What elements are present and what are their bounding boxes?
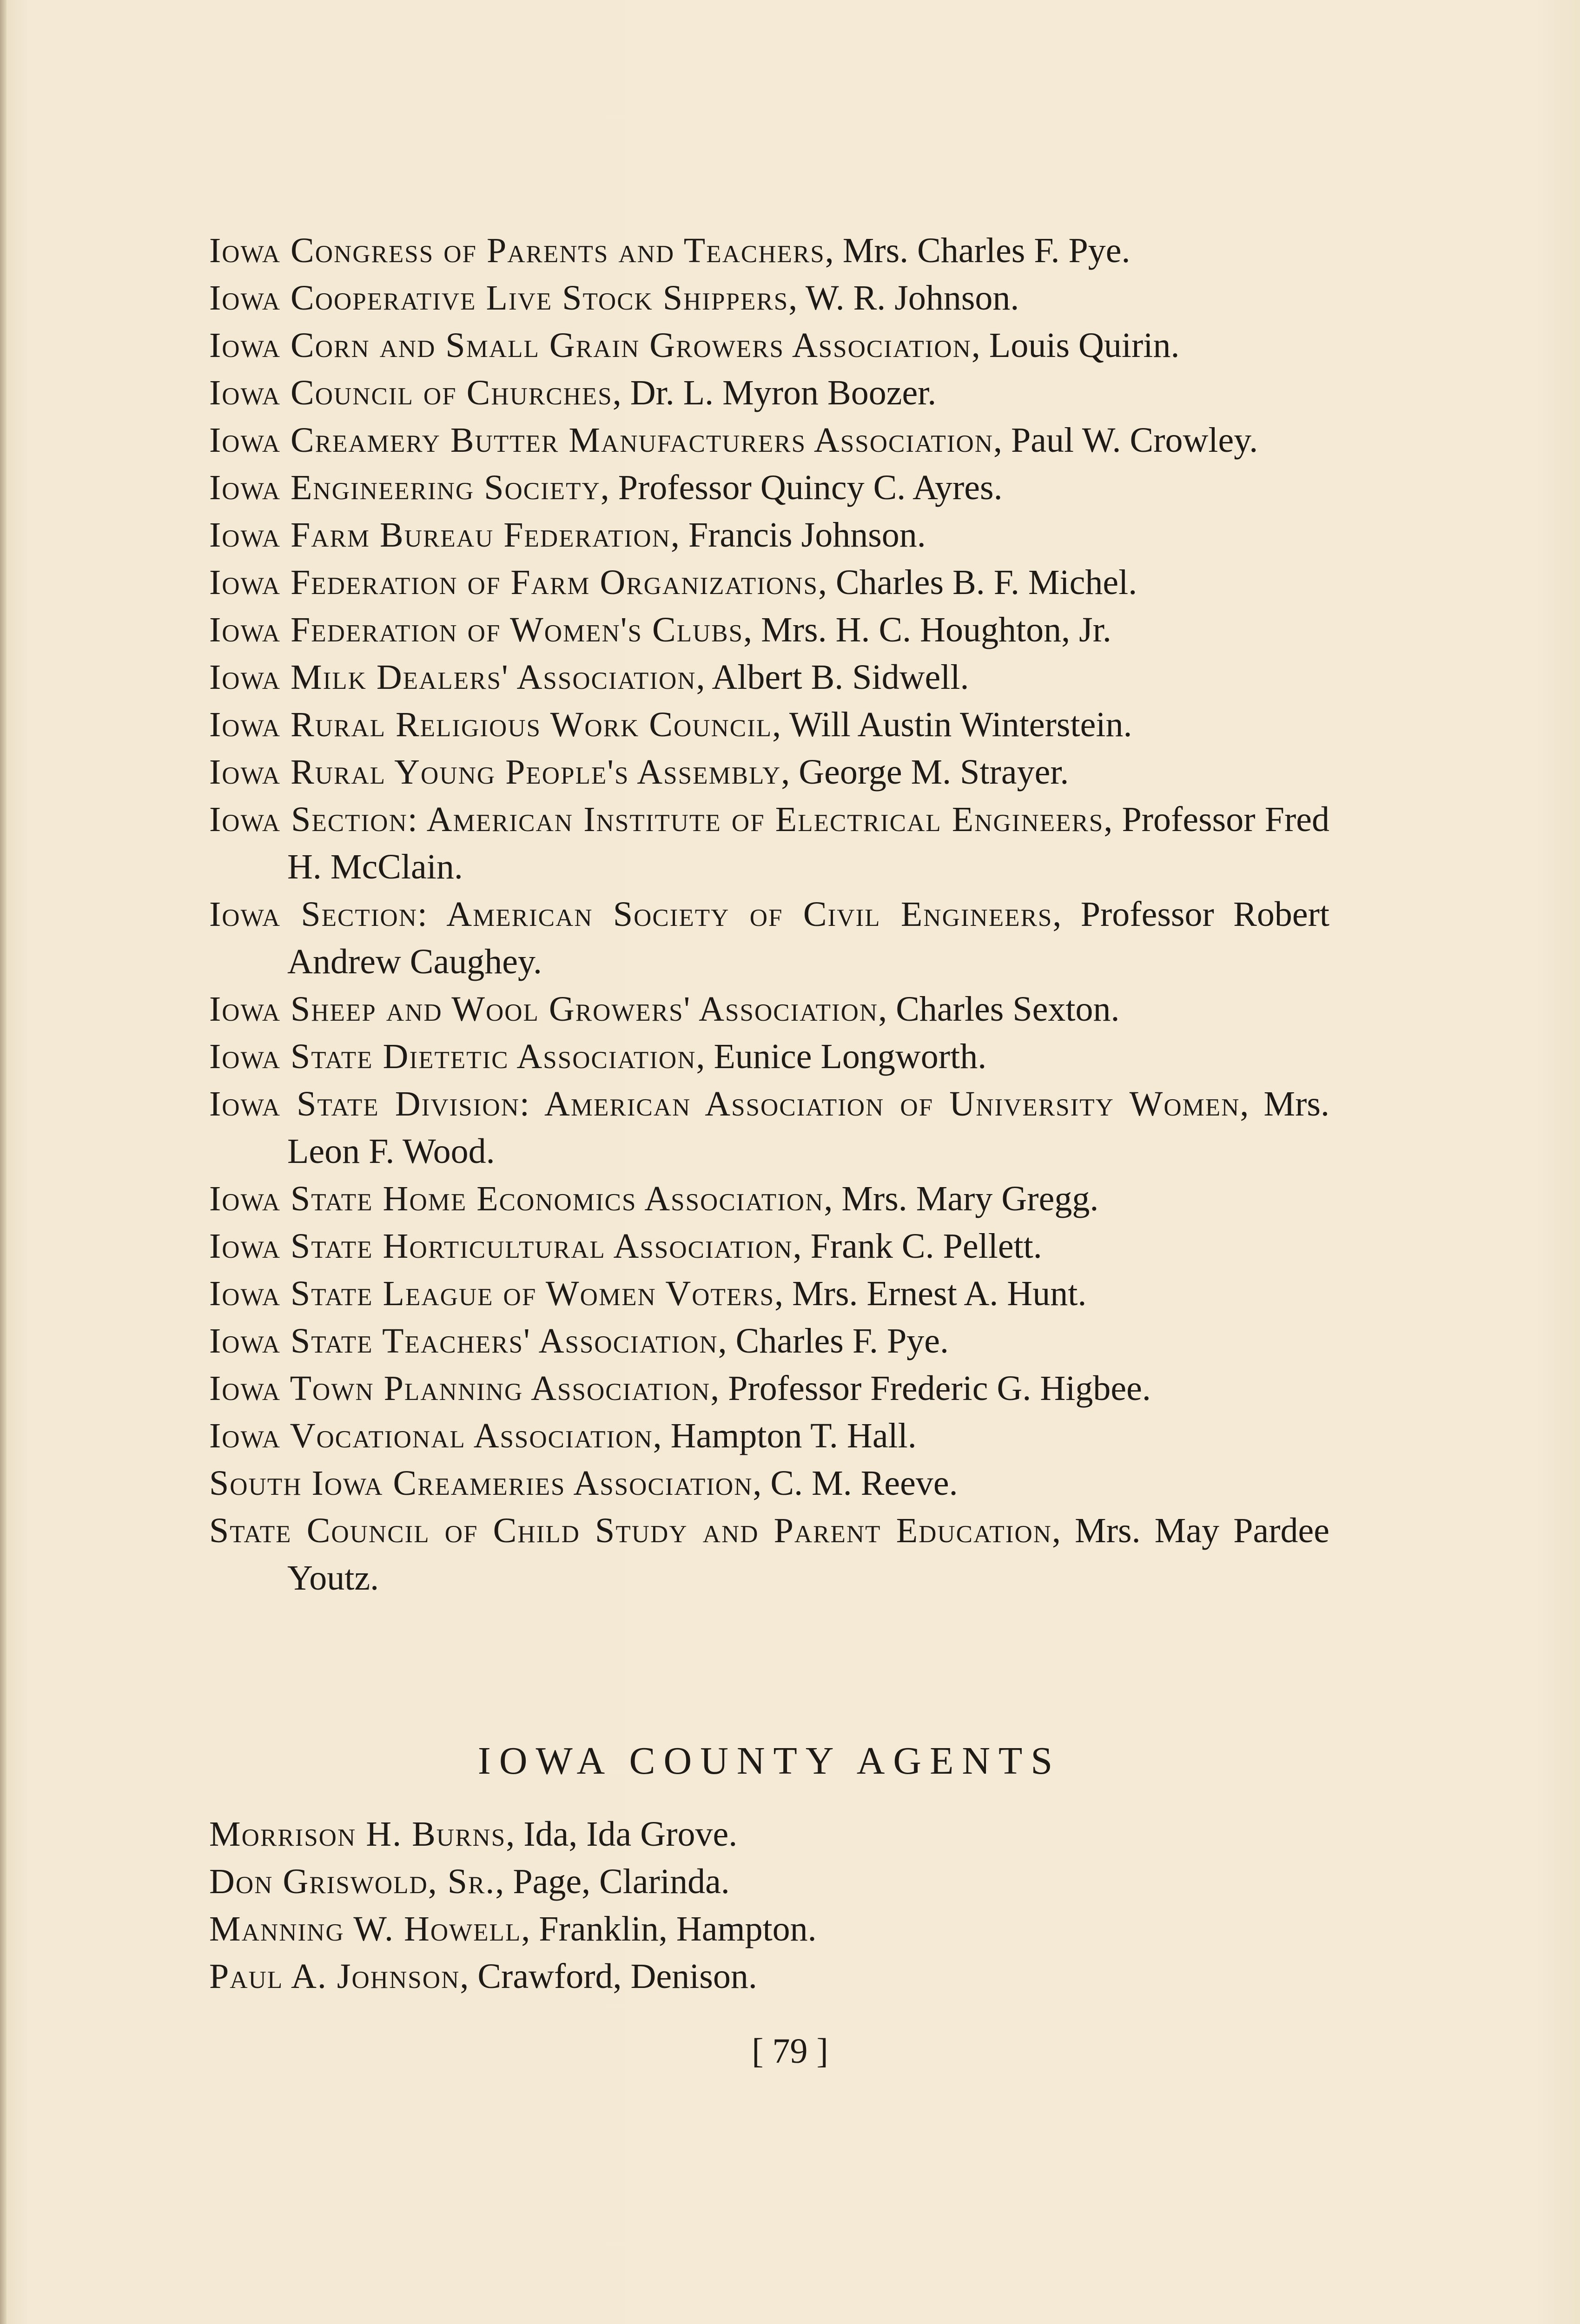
organization-name: Iowa Rural Young People's Assembly bbox=[209, 753, 781, 792]
list-item: Iowa State Dietetic Association, Eunice Longworth. bbox=[209, 1037, 987, 1076]
list-item: Iowa Rural Young People's Assembly, George M. Strayer. bbox=[209, 753, 1069, 792]
representative: Louis Quirin. bbox=[989, 326, 1180, 365]
organization-name: Iowa State Division: American Association of University Women bbox=[209, 1084, 1240, 1123]
organization-name: Iowa State Horticultural Association bbox=[209, 1227, 793, 1266]
representative: Mrs. Ernest A. Hunt. bbox=[792, 1274, 1087, 1313]
organization-name: Iowa Vocational Association bbox=[209, 1416, 653, 1455]
organization-name: Iowa State Teachers' Association bbox=[209, 1321, 718, 1360]
list-item: Iowa Rural Religious Work Council, Will Austin Winterstein. bbox=[209, 705, 1132, 744]
representative: Mrs. Mary Gregg. bbox=[841, 1179, 1099, 1218]
page-spine-shadow bbox=[0, 0, 7, 2324]
representative: Francis Johnson. bbox=[688, 515, 926, 555]
agent-location: Crawford, Denison. bbox=[477, 1957, 757, 1996]
organization-name: Iowa State Home Economics Association bbox=[209, 1179, 824, 1218]
representative: Professor Fred H. McClain. bbox=[287, 800, 1330, 886]
county-agents-list bbox=[209, 1810, 1329, 2000]
representative: Mrs. Leon F. Wood. bbox=[287, 1084, 1329, 1171]
list-item: Iowa Council of Churches, Dr. L. Myron Boozer. bbox=[209, 373, 937, 412]
page-number: [ 79 ] bbox=[752, 2032, 828, 2071]
organization-name: Iowa State League of Women Voters bbox=[209, 1274, 775, 1313]
representative: Frank C. Pellett. bbox=[810, 1227, 1042, 1266]
list-item: Iowa State League of Women Voters, Mrs. Ernest A. Hunt. bbox=[209, 1274, 1087, 1313]
organization-name: Iowa Section: American Institute of Electrical Engineers bbox=[209, 800, 1104, 839]
representative: Paul W. Crowley. bbox=[1011, 421, 1258, 460]
list-item: Manning W. Howell, Franklin, Hampton. bbox=[209, 1909, 817, 1948]
agent-location: Ida, Ida Grove. bbox=[523, 1815, 738, 1854]
list-item: State Council of Child Study and Parent Education, Mrs. May Pardee Youtz. bbox=[209, 1511, 1329, 1598]
list-item: Iowa State Horticultural Association, Frank C. Pellett. bbox=[209, 1227, 1042, 1266]
list-item: Iowa State Home Economics Association, Mrs. Mary Gregg. bbox=[209, 1179, 1099, 1218]
representative: George M. Strayer. bbox=[799, 753, 1069, 792]
representative: Charles B. F. Michel. bbox=[835, 563, 1137, 602]
organization-name: Iowa Cooperative Live Stock Shippers bbox=[209, 278, 789, 317]
organization-name: South Iowa Creameries Association bbox=[209, 1464, 753, 1503]
representative: C. M. Reeve. bbox=[770, 1464, 958, 1503]
list-item: Morrison H. Burns, Ida, Ida Grove. bbox=[209, 1815, 738, 1854]
representative: Will Austin Winterstein. bbox=[789, 705, 1132, 744]
representative: Mrs. H. C. Houghton, Jr. bbox=[761, 610, 1111, 649]
representative: Charles F. Pye. bbox=[735, 1321, 949, 1360]
section-heading: IOWA COUNTY AGENTS bbox=[477, 1739, 1061, 1783]
organization-name: Iowa State Dietetic Association bbox=[209, 1037, 696, 1076]
organization-name: Iowa Federation of Women's Clubs bbox=[209, 610, 744, 649]
list-item: Iowa Federation of Farm Organizations, Charles B. F. Michel. bbox=[209, 563, 1137, 602]
organization-name: Iowa Congress of Parents and Teachers bbox=[209, 231, 825, 270]
representative: Dr. L. Myron Boozer. bbox=[630, 373, 937, 412]
organization-name: Iowa Corn and Small Grain Growers Association bbox=[209, 326, 972, 365]
agent-location: Page, Clarinda. bbox=[513, 1862, 730, 1901]
organization-name: Iowa Town Planning Association bbox=[209, 1369, 711, 1408]
list-item: Iowa Vocational Association, Hampton T. Hall. bbox=[209, 1416, 917, 1455]
list-item: Iowa Farm Bureau Federation, Francis Johnson. bbox=[209, 515, 926, 555]
list-item: Iowa Engineering Society, Professor Quincy C. Ayres. bbox=[209, 468, 1003, 507]
list-item: Iowa Milk Dealers' Association, Albert B. Sidwell. bbox=[209, 658, 969, 697]
agent-name: Paul A. Johnson bbox=[209, 1957, 460, 1996]
list-item: Iowa State Teachers' Association, Charles F. Pye. bbox=[209, 1321, 949, 1360]
representative: Professor Quincy C. Ayres. bbox=[618, 468, 1003, 507]
agent-location: Franklin, Hampton. bbox=[539, 1909, 817, 1948]
organization-name: Iowa Sheep and Wool Growers' Association bbox=[209, 990, 879, 1029]
list-item: Iowa Town Planning Association, Professor Frederic G. Higbee. bbox=[209, 1369, 1151, 1408]
organization-name: Iowa Farm Bureau Federation bbox=[209, 515, 671, 555]
list-item: Iowa Federation of Women's Clubs, Mrs. H. C. Houghton, Jr. bbox=[209, 610, 1111, 649]
list-item: Iowa Section: American Institute of Electrical Engineers, Professor Fred H. McClain. bbox=[209, 800, 1330, 886]
agent-name: Don Griswold, Sr. bbox=[209, 1862, 496, 1901]
list-item: Iowa Corn and Small Grain Growers Association, Louis Quirin. bbox=[209, 326, 1180, 365]
organization-name: Iowa Milk Dealers' Association bbox=[209, 658, 696, 697]
representative: W. R. Johnson. bbox=[805, 278, 1019, 317]
list-item: Iowa State Division: American Association of University Women, Mrs. Leon F. Wood. bbox=[209, 1084, 1329, 1171]
list-item: Iowa Cooperative Live Stock Shippers, W. R. Johnson. bbox=[209, 278, 1019, 317]
list-item: Iowa Congress of Parents and Teachers, Mrs. Charles F. Pye. bbox=[209, 231, 1130, 270]
organization-name: Iowa Rural Religious Work Council bbox=[209, 705, 773, 744]
list-item: Don Griswold, Sr., Page, Clarinda. bbox=[209, 1862, 730, 1901]
list-item: Iowa Section: American Society of Civil Engineers, Professor Robert Andrew Caughey. bbox=[209, 895, 1329, 981]
list-item: Iowa Sheep and Wool Growers' Association, Charles Sexton. bbox=[209, 990, 1120, 1029]
organizations-list bbox=[209, 227, 1329, 1602]
representative: Mrs. Charles F. Pye. bbox=[842, 231, 1130, 270]
organization-name: State Council of Child Study and Parent Education bbox=[209, 1511, 1052, 1550]
organization-name: Iowa Federation of Farm Organizations bbox=[209, 563, 818, 602]
organization-name: Iowa Section: American Society of Civil Engineers bbox=[209, 895, 1053, 934]
representative: Professor Frederic G. Higbee. bbox=[728, 1369, 1151, 1408]
representative: Professor Robert Andrew Caughey. bbox=[287, 895, 1329, 981]
agent-name: Morrison H. Burns bbox=[209, 1815, 506, 1854]
list-item: Iowa Creamery Butter Manufacturers Association, Paul W. Crowley. bbox=[209, 421, 1258, 460]
organization-name: Iowa Engineering Society bbox=[209, 468, 601, 507]
organization-name: Iowa Creamery Butter Manufacturers Association bbox=[209, 421, 994, 460]
representative: Charles Sexton. bbox=[896, 990, 1120, 1029]
representative: Hampton T. Hall. bbox=[670, 1416, 917, 1455]
list-item: South Iowa Creameries Association, C. M. Reeve. bbox=[209, 1464, 958, 1503]
representative: Mrs. May Pardee Youtz. bbox=[287, 1511, 1329, 1598]
organization-name: Iowa Council of Churches bbox=[209, 373, 613, 412]
representative: Eunice Longworth. bbox=[714, 1037, 987, 1076]
list-item: Paul A. Johnson, Crawford, Denison. bbox=[209, 1957, 757, 1996]
agent-name: Manning W. Howell bbox=[209, 1909, 522, 1948]
representative: Albert B. Sidwell. bbox=[712, 658, 969, 697]
